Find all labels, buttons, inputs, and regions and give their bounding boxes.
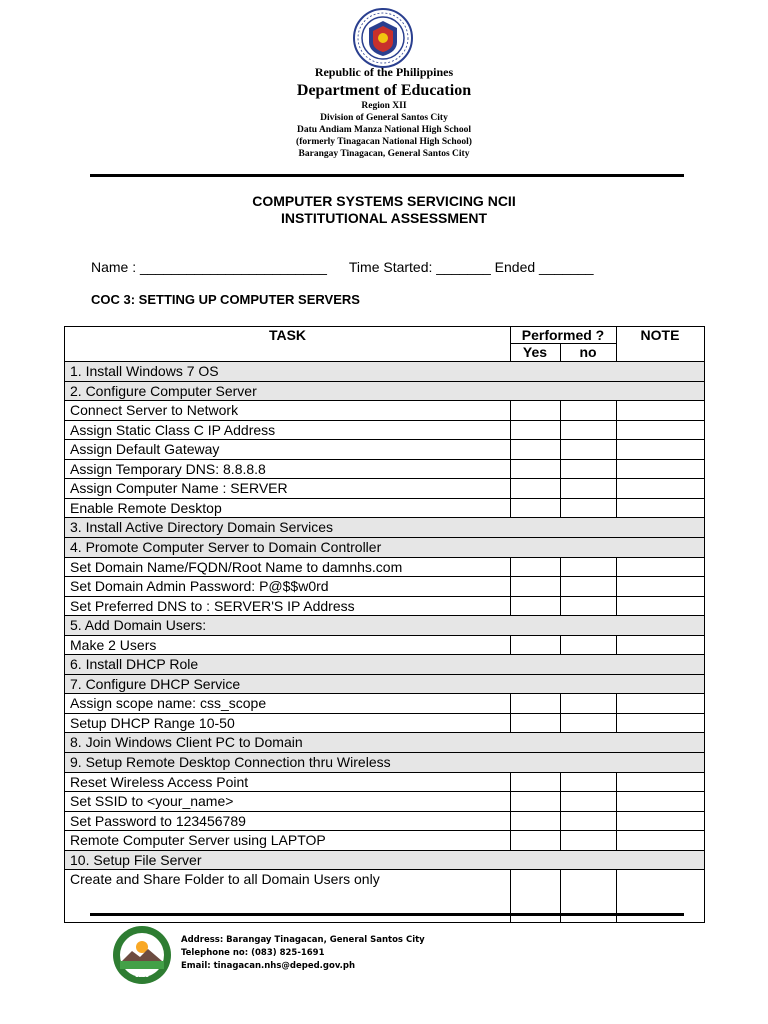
task-cell: 6. Install DHCP Role	[70, 656, 199, 673]
table-row	[65, 498, 704, 518]
task-cell: Connect Server to Network	[70, 402, 239, 419]
table-row	[65, 674, 704, 694]
table-row	[65, 459, 704, 479]
task-cell: 2. Configure Computer Server	[70, 382, 257, 399]
school-line: Datu Andiam Manza National High School	[297, 125, 471, 135]
table-row	[65, 478, 704, 498]
name-field: Name : ________________________	[91, 259, 327, 275]
task-cell: Set Domain Admin Password: P@$$w0rd	[70, 578, 329, 595]
task-header: TASK	[268, 327, 307, 343]
task-cell: 5. Add Domain Users:	[70, 617, 207, 634]
table-row	[65, 576, 704, 596]
task-cell: Assign Default Gateway	[70, 441, 220, 458]
task-cell: Remote Computer Server using LAPTOP	[70, 832, 326, 849]
task-cell: Setup DHCP Range 10-50	[70, 714, 235, 731]
performed-header: Performed ?	[521, 327, 605, 343]
table-row	[65, 772, 704, 792]
footer-divider	[90, 913, 684, 916]
header-divider	[90, 174, 684, 177]
table-row	[65, 381, 704, 401]
table-row	[65, 811, 704, 831]
task-cell: Set Preferred DNS to : SERVER'S IP Address	[70, 597, 355, 614]
time-field: Time Started: _______ Ended _______	[348, 259, 594, 275]
department-heading: Department of Education	[296, 82, 472, 99]
table-row	[65, 439, 704, 459]
table-row	[65, 517, 704, 537]
task-cell: 1. Install Windows 7 OS	[70, 363, 219, 379]
table-row	[65, 693, 704, 713]
no-header: no	[579, 344, 597, 360]
task-cell: 4. Promote Computer Server to Domain Controller	[70, 539, 382, 555]
task-cell: Set SSID to <your_name>	[70, 793, 234, 810]
table-row	[65, 732, 704, 752]
table-row	[65, 400, 704, 420]
task-cell: Set Domain Name/FQDN/Root Name to damnhs.com	[70, 558, 403, 575]
footer-telephone: Telephone no: (083) 825-1691	[181, 948, 325, 958]
table-row	[65, 420, 704, 440]
school-logo-icon	[112, 925, 172, 985]
table-row	[65, 615, 704, 635]
table-row	[65, 557, 704, 577]
task-cell: 9. Setup Remote Desktop Connection thru Wireless	[70, 754, 391, 770]
division-line: Division of General Santos City	[320, 113, 448, 123]
task-cell: Create and Share Folder to all Domain Users only	[70, 871, 380, 888]
task-cell: Make 2 Users	[70, 636, 157, 653]
task-cell: Set Password to 123456789	[70, 812, 246, 829]
task-cell: 10. Setup File Server	[70, 851, 202, 868]
task-cell: 3. Install Active Directory Domain Services	[70, 519, 333, 536]
table-row	[65, 791, 704, 811]
barangay-line: Barangay Tinagacan, General Santos City	[298, 149, 470, 159]
document-title: COMPUTER SYSTEMS SERVICING NCII	[252, 193, 516, 209]
table-row	[65, 596, 704, 616]
table-row	[65, 830, 704, 850]
yes-header: Yes	[522, 344, 548, 360]
performed-divider	[510, 343, 616, 344]
table-row	[65, 752, 704, 772]
formerly-line: (formerly Tinagacan National High School)	[296, 137, 472, 147]
table-row	[65, 635, 704, 655]
task-cell: Enable Remote Desktop	[70, 499, 222, 516]
table-row	[65, 361, 704, 381]
task-cell: 8. Join Windows Client PC to Domain	[70, 734, 303, 751]
assessment-table	[64, 326, 705, 923]
footer-email: Email: tinagacan.nhs@deped.gov.ph	[181, 961, 356, 971]
region-line: Region XII	[361, 101, 407, 111]
task-cell: Assign Computer Name : SERVER	[70, 480, 288, 497]
table-row	[65, 850, 704, 870]
task-cell: 7. Configure DHCP Service	[70, 675, 241, 692]
task-cell: Assign scope name: css_scope	[70, 695, 267, 712]
footer-address: Address: Barangay Tinagacan, General Santos City	[181, 935, 425, 945]
table-row	[65, 713, 704, 733]
candidate-info-line	[91, 259, 594, 275]
document-subtitle: INSTITUTIONAL ASSESSMENT	[280, 210, 488, 226]
republic-heading: Republic of the Philippines	[314, 65, 454, 79]
note-header: NOTE	[640, 327, 680, 343]
table-row	[65, 537, 704, 557]
coc-heading: COC 3: SETTING UP COMPUTER SERVERS	[91, 292, 360, 307]
deped-seal-icon	[353, 8, 413, 68]
svg-text:1983: 1983	[135, 973, 149, 979]
task-cell: Assign Temporary DNS: 8.8.8.8	[70, 460, 266, 477]
task-cell: Assign Static Class C IP Address	[70, 421, 276, 438]
table-row	[65, 654, 704, 674]
task-cell: Reset Wireless Access Point	[70, 773, 249, 790]
